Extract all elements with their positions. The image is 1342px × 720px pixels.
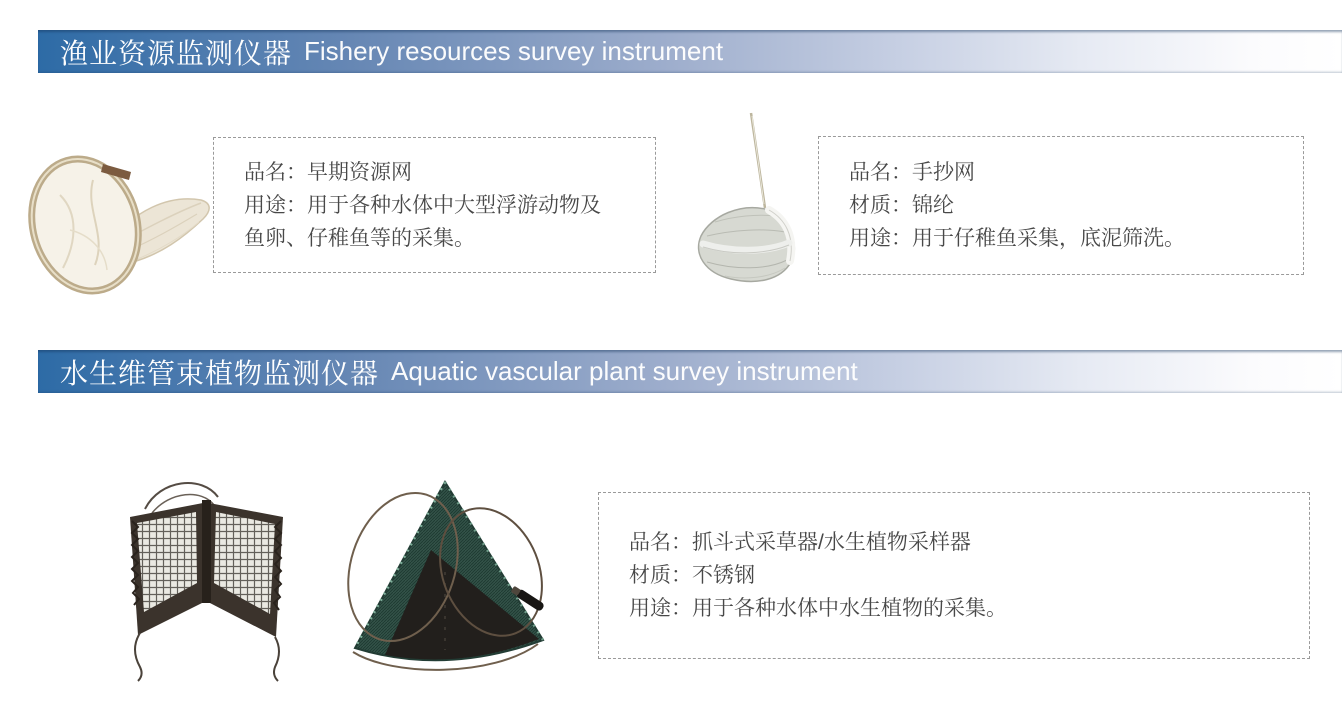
- spec-line-material: 材质：锦纶: [849, 194, 954, 217]
- aquatic-plant-sampler-cone-image: [333, 472, 558, 687]
- section-title-zh: 水生维管束植物监测仪器: [60, 357, 380, 389]
- spec-line-use: 用途：用于各种水体中大型浮游动物及: [244, 193, 601, 217]
- spec-box-early-resource-net: [213, 137, 656, 273]
- spec-box-hand-net: [818, 136, 1304, 275]
- grab-grass-sampler-open-image: [90, 465, 330, 685]
- section-title-en: Fishery resources survey instrument: [304, 36, 724, 66]
- section-title-zh: 渔业资源监测仪器: [60, 37, 293, 69]
- spec-line-use: 用途：用于各种水体中水生植物的采集。: [629, 597, 1007, 620]
- spec-line-name: 品名：手抄网: [849, 161, 975, 184]
- hand-net-image: [685, 112, 815, 302]
- spec-box-grab-grass-sampler: [598, 492, 1310, 659]
- section-title-en: Aquatic vascular plant survey instrument: [391, 356, 858, 386]
- spec-line-name: 品名：抓斗式采草器/水生植物采样器: [629, 531, 971, 554]
- spec-line-use-cont: 鱼卵、仔稚鱼等的采集。: [244, 226, 475, 250]
- section-header-fishery: [38, 30, 1342, 73]
- spec-line-name: 品名：早期资源网: [244, 160, 412, 184]
- section-header-aquatic-plant: [38, 350, 1342, 393]
- spec-line-material: 材质：不锈钢: [629, 564, 755, 587]
- spec-line-use: 用途：用于仔稚鱼采集，底泥筛洗。: [849, 227, 1185, 250]
- early-resource-net-image: [15, 140, 215, 300]
